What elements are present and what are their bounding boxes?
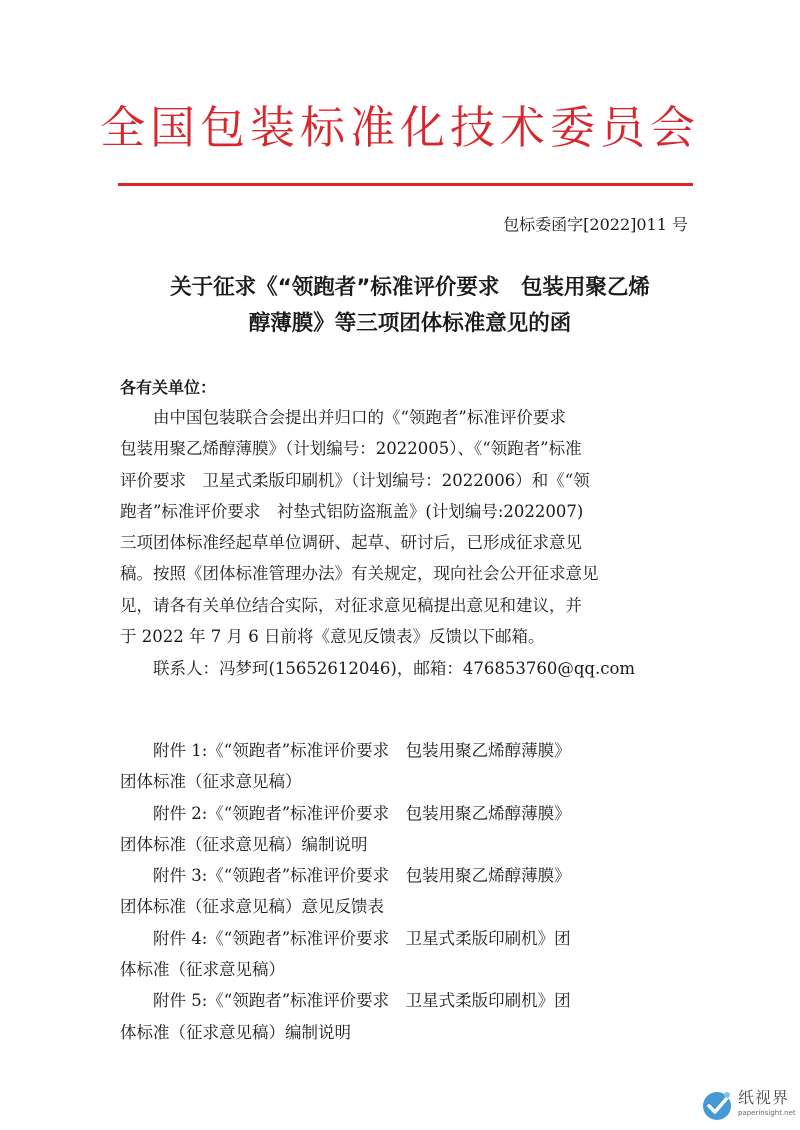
title-line-2: 醇薄膜》等三项团体标准意见的函 (248, 311, 572, 336)
body-line: 包装用聚乙烯醇薄膜》（计划编号：2022005）、《“领跑者”标准 (120, 439, 582, 459)
paperinsight-logo-icon (700, 1087, 736, 1123)
watermark-name: 纸视界 (738, 1088, 790, 1107)
letterhead-title: 全国包装标准化技术委员会 (99, 101, 700, 154)
attachment-item-4-line-2: 体标准（征求意见稿） (120, 960, 285, 980)
attachment-item-2-line-1: 附件 2:《“领跑者”标准评价要求 包装用聚乙烯醇薄膜》 (120, 803, 571, 823)
body-line: 评价要求 卫星式柔版印刷机》（计划编号：2022006）和《“领 (120, 470, 590, 490)
attachment-list (120, 735, 700, 1048)
attachment-item-5-line-1: 附件 5:《“领跑者”标准评价要求 卫星式柔版印刷机》团 (120, 991, 571, 1011)
document-title (110, 270, 710, 342)
body-line: 三项团体标准经起草单位调研、起草、研讨后，已形成征求意见 (120, 533, 582, 553)
body-line: 于 2022 年 7 月 6 日前将《意见反馈表》反馈以下邮箱。 (120, 627, 545, 647)
salutation: 各有关单位： (120, 378, 217, 397)
attachment-item-3-line-2: 团体标准（征求意见稿）意见反馈表 (120, 897, 384, 917)
attachment-item-4-line-1: 附件 4:《“领跑者”标准评价要求 卫星式柔版印刷机》团 (120, 928, 571, 948)
attachment-item-5-line-2: 体标准（征求意见稿）编制说明 (120, 1022, 351, 1042)
watermark-logo (698, 1083, 794, 1127)
watermark-url: paperinsight.net (738, 1109, 796, 1117)
attachment-item-1-line-2: 团体标准（征求意见稿） (120, 772, 302, 792)
attachment-item-2-line-2: 团体标准（征求意见稿）编制说明 (120, 834, 368, 854)
body-line: 稿。按照《团体标准管理办法》有关规定，现向社会公开征求意见 (120, 564, 599, 584)
attachment-item-1-line-1: 附件 1:《“领跑者”标准评价要求 包装用聚乙烯醇薄膜》 (120, 741, 571, 760)
attachment-item-3-line-1: 附件 3:《“领跑者”标准评价要求 包装用聚乙烯醇薄膜》 (120, 866, 571, 886)
letterhead-divider (118, 183, 693, 186)
contact-line: 联系人：冯梦珂(15652612046)，邮箱：476853760@qq.com (120, 659, 636, 678)
body-line: 跑者”标准评价要求 衬垫式铝防盗瓶盖》(计划编号:2022007) (120, 501, 584, 521)
document-number: 包标委函字[2022]011 号 (503, 215, 688, 234)
contact-info (120, 653, 700, 684)
title-line-1: 关于征求《“领跑者”标准评价要求 包装用聚乙烯 (170, 275, 650, 300)
body-line: 由中国包装联合会提出并归口的《“领跑者”标准评价要求 (120, 408, 566, 427)
body-line: 见，请各有关单位结合实际，对征求意见稿提出意见和建议，并 (120, 595, 582, 615)
body-paragraph (120, 402, 700, 652)
